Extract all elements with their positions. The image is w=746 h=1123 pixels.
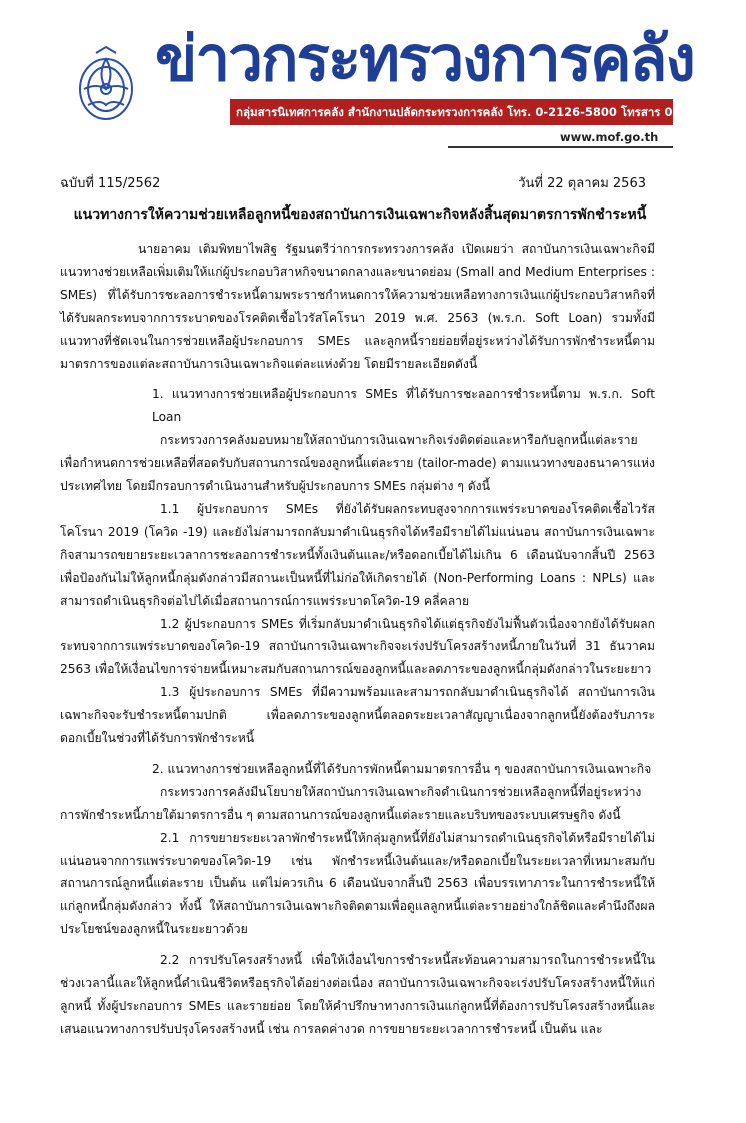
section-1-3: 1.3 ผู้ประกอบการ SMEs ที่มีความพร้อมและสามารถกลับมาดำเนินธุรกิจได้ สถาบันการเงินเฉพาะกิจจะรับชำระหนี้ตามปกติ เพื่อลดภาระของลูกหนี้ตลอดระยะเวลาสัญญาเนื่องจากลูกหนี้ยังต้องรับภาระดอกเบี้ยในช่วงที่ได้รับการพักชำระหนี้ bbox=[60, 685, 655, 746]
website-link[interactable]: www.mof.go.th bbox=[560, 130, 659, 144]
contact-info: กลุ่มสารนิเทศการคลัง สำนักงานปลัดกระทรวงการคลัง โทร. 0-2126-5800 โทรสาร 0-2273-9763 bbox=[236, 105, 746, 119]
ministry-emblem-icon bbox=[70, 45, 142, 127]
intro-paragraph: นายอาคม เติมพิทยาไพสิฐ รัฐมนตรีว่าการกระทรวงการคลัง เปิดเผยว่า สถาบันการเงินเฉพาะกิจมีแนวทางช่วยเหลือเพิ่มเติมให้แก่ผู้ประกอบวิสาหกิจขนาดกลางและขนาดย่อม (Small and Medium Enterprises : SMEs) ที่ได้รับการชะลอการชำระหนี้ตามพระราชกำหนดการให้ความช่วยเหลือทางการเงินแก่ผู้ประกอบวิสาหกิจที่ได้รับผลกระทบจากการระบาดของโรคติดเชื้อไวรัสโคโรนา 2019 พ.ศ. 2563 (พ.ร.ก. Soft Loan) รวมทั้งมีแนวทางที่ชัดเจนในการช่วยเหลือผู้ประกอบการ SMEs และลูกหนี้รายย่อยที่อยู่ระหว่างได้รับการพักชำระหนี้ตามมาตรการของแต่ละสถาบันการเงินเฉพาะกิจแต่ละแห่งด้วย โดยมีรายละเอียดดังนี้ bbox=[60, 242, 655, 371]
section-1-2: 1.2 ผู้ประกอบการ SMEs ที่เริ่มกลับมาดำเนินธุรกิจได้แต่ธุรกิจยังไม่ฟื้นตัวเนื่องจากยังได้รับผลกระทบจากการแพร่ระบาดของโควิด-19 สถาบันการเงินเฉพาะกิจจะเร่งปรับโครงสร้างหนี้ภายในวันที่ 31 ธันวาคม 2563 เพื่อให้เงื่อนไขการจ่ายหนี้เหมาะสมกับสถานการณ์ของลูกหนี้และลดภาระของลูกหนี้กลุ่มดังกล่าวในระยะยาว bbox=[60, 616, 655, 677]
section-2-1: 2.1 การขยายระยะเวลาพักชำระหนี้ให้กลุ่มลูกหนี้ที่ยังไม่สามารถดำเนินธุรกิจได้หรือมีรายได้ไม่แน่นอนจากการแพร่ระบาดของโควิด-19 เช่น พักชำระหนี้เงินต้นและ/หรือดอกเบี้ยในระยะเวลาที่เหมาะสมกับสถานการณ์ลูกหนี้แต่ละราย เป็นต้น แต่ไม่ควรเกิน 6 เดือนนับจากสิ้นปี 2563 เพื่อบรรเทาภาระในการชำระหนี้ให้แก่ลูกหนี้กลุ่มดังกล่าว ทั้งนี้ ให้สถาบันการเงินเฉพาะกิจติดตามเพื่อดูแลลูกหนี้แต่ละรายอย่างใกล้ชิดและคำนึงถึงผลประโยชน์ของลูกหนี้ในระยะยาวด้วย bbox=[60, 830, 655, 937]
section-1-1: 1.1 ผู้ประกอบการ SMEs ที่ยังได้รับผลกระทบสูงจากการแพร่ระบาดของโรคติดเชื้อไวรัสโคโรนา 2019 (โควิด -19) และยังไม่สามารถกลับมาดำเนินธุรกิจได้หรือมีรายได้ไม่แน่นอน สถาบันการเงินเฉพาะกิจสามารถขยายระยะเวลาการชะลอการชำระหนี้ทั้งเงินต้นและ/หรือดอกเบี้ยได้ไม่เกิน 6 เดือนนับจากสิ้นปี 2563 เพื่อป้องกันไม่ให้ลูกหนี้กลุ่มดังกล่าวมีสถานะเป็นหนี้ที่ไม่ก่อให้เกิดรายได้ (Non-Performing Loans : NPLs) และสามารถดำเนินธุรกิจต่อไปได้เมื่อสถานการณ์การแพร่ระบาดโควิด-19 คลี่คลาย bbox=[60, 501, 655, 608]
section-1-body: กระทรวงการคลังมอบหมายให้สถาบันการเงินเฉพาะกิจเร่งติดต่อและหารือกับลูกหนี้แต่ละรายเพื่อกำหนดการช่วยเหลือที่สอดรับกับสถานการณ์ของลูกหนี้แต่ละราย (tailor-made) ตามแนวทางของธนาคารแห่งประเทศไทย โดยมีกรอบการดำเนินงานสำหรับผู้ประกอบการ SMEs กลุ่มต่าง ๆ ดังนี้ bbox=[60, 433, 655, 494]
article-body bbox=[60, 238, 655, 1041]
issue-number: ฉบับที่ 115/2562 bbox=[60, 176, 161, 191]
newsletter-title: ข่าวกระทรวงการคลัง bbox=[155, 22, 694, 95]
section-2-2: 2.2 การปรับโครงสร้างหนี้ เพื่อให้เงื่อนไขการชำระหนี้สะท้อนความสามารถในการชำระหนี้ในช่วงเวลานี้และให้ลูกหนี้ดำเนินชีวิตหรือธุรกิจได้อย่างต่อเนื่อง สถาบันการเงินเฉพาะกิจจะเร่งปรับโครงสร้างหนี้ให้แก่ลูกหนี้ ทั้งผู้ประกอบการ SMEs และรายย่อย โดยให้คำปรึกษาทางการเงินแก่ลูกหนี้ที่ต้องการปรับโครงสร้างหนี้และเสนอแนวทางการปรับปรุงโครงสร้างหนี้ เช่น การลดค่างวด การขยายระยะเวลาการชำระหนี้ เป็นต้น และ bbox=[60, 953, 655, 1036]
header-divider bbox=[448, 146, 673, 148]
section-2-title: 2. แนวทางการช่วยเหลือลูกหนี้ที่ได้รับการพักหนี้ตามมาตรการอื่น ๆ ของสถาบันการเงินเฉพาะกิจ bbox=[152, 761, 652, 776]
letterhead bbox=[0, 0, 746, 160]
section-2-body: กระทรวงการคลังมีนโยบายให้สถาบันการเงินเฉพาะกิจดำเนินการช่วยเหลือลูกหนี้ที่อยู่ระหว่างการพักชำระหนี้ภายใต้มาตรการอื่น ๆ ตามสถานการณ์ของลูกหนี้แต่ละรายและบริบทของระบบเศรษฐกิจ ดังนี้ bbox=[60, 784, 642, 822]
headline: แนวทางการให้ความช่วยเหลือลูกหนี้ของสถาบันการเงินเฉพาะกิจหลังสิ้นสุดมาตรการพักชำระหนี้ bbox=[73, 207, 647, 223]
section-1-title: 1. แนวทางการช่วยเหลือผู้ประกอบการ SMEs ที่ได้รับการชะลอการชำระหนี้ตาม พ.ร.ก. Soft Loan bbox=[152, 387, 655, 425]
release-date: วันที่ 22 ตุลาคม 2563 bbox=[518, 176, 646, 191]
